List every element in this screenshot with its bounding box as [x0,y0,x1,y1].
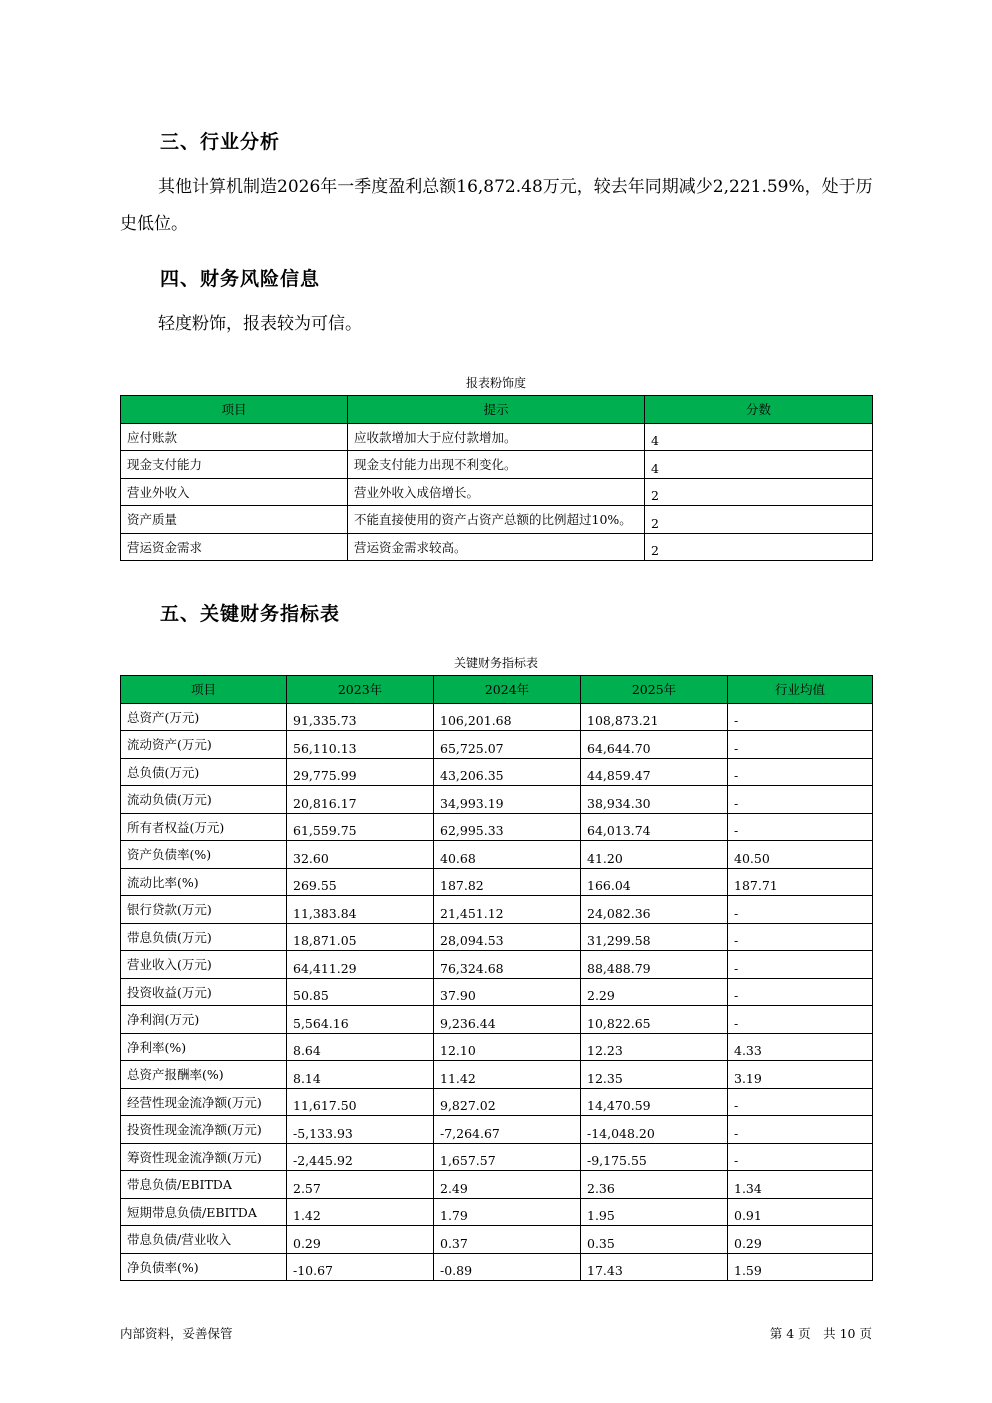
table-row [121,951,873,979]
table-row [121,1143,873,1171]
table-cell: 0.37 [434,1226,581,1254]
table-cell: 106,201.68 [434,703,581,731]
table-cell: 12.35 [581,1061,728,1089]
table-cell: 34,993.19 [434,786,581,814]
table-cell: 14,470.59 [581,1088,728,1116]
table-cell: 0.29 [287,1226,434,1254]
table-cell: 65,725.07 [434,731,581,759]
table-cell: 50.85 [287,978,434,1006]
risk-table-caption: 报表粉饰度 [465,376,526,390]
row-label-cell: 流动比率(%) [121,868,287,896]
table-cell: -2,445.92 [287,1143,434,1171]
row-label-cell: 带息负债/EBITDA [121,1171,287,1199]
row-label-cell: 应付账款 [121,423,348,451]
table-cell: 187.71 [728,868,873,896]
table-cell: 12.10 [434,1033,581,1061]
table-row [121,1198,873,1226]
table-cell: 0.35 [581,1226,728,1254]
table-cell: 5,564.16 [287,1006,434,1034]
table-cell: 营运资金需求较高。 [348,533,645,561]
table-cell: 应收款增加大于应付款增加。 [348,423,645,451]
table-row [121,533,873,561]
table-cell: 8.64 [287,1033,434,1061]
row-label-cell: 所有者权益(万元) [121,813,287,841]
row-label-cell: 带息负债(万元) [121,923,287,951]
table-row [121,1061,873,1089]
table-cell: 2.49 [434,1171,581,1199]
table-cell: 10,822.65 [581,1006,728,1034]
table-cell: 18,871.05 [287,923,434,951]
table-cell: 2 [645,533,873,561]
table-cell: 91,335.73 [287,703,434,731]
table-cell: - [728,1143,873,1171]
table-cell: - [728,758,873,786]
row-label-cell: 总负债(万元) [121,758,287,786]
table-cell: 40.50 [728,841,873,869]
table-row [121,813,873,841]
table-cell: -7,264.67 [434,1116,581,1144]
header-row [121,396,873,424]
table-cell: 11,617.50 [287,1088,434,1116]
table-row [121,758,873,786]
column-header: 2023年 [287,676,434,704]
table-cell: 21,451.12 [434,896,581,924]
table-cell: 88,488.79 [581,951,728,979]
table-cell: 40.68 [434,841,581,869]
table-cell: 76,324.68 [434,951,581,979]
table-cell: 64,013.74 [581,813,728,841]
row-label-cell: 流动负债(万元) [121,786,287,814]
table-row [121,1171,873,1199]
table-row [121,868,873,896]
row-label-cell: 资产质量 [121,506,348,534]
table-cell: 4 [645,423,873,451]
table-cell: - [728,786,873,814]
row-label-cell: 净利润(万元) [121,1006,287,1034]
column-header: 分数 [645,396,873,424]
table-cell: -9,175.55 [581,1143,728,1171]
table-row [121,451,873,479]
row-label-cell: 流动资产(万元) [121,731,287,759]
table-cell: 62,995.33 [434,813,581,841]
column-header: 提示 [348,396,645,424]
table-cell: 4 [645,451,873,479]
row-label-cell: 短期带息负债/EBITDA [121,1198,287,1226]
industry-analysis-heading: 三、行业分析 [160,131,281,153]
table-cell: 44,859.47 [581,758,728,786]
table-cell: 31,299.58 [581,923,728,951]
table-row [121,923,873,951]
table-cell: - [728,813,873,841]
table-cell: - [728,923,873,951]
table-cell: 8.14 [287,1061,434,1089]
table-cell: - [728,1006,873,1034]
column-header: 项目 [121,396,348,424]
table-cell: - [728,978,873,1006]
row-label-cell: 净负债率(%) [121,1253,287,1281]
row-label-cell: 净利率(%) [121,1033,287,1061]
financial-risk-text: 轻度粉饰，报表较为可信。 [158,314,362,334]
table-cell: 108,873.21 [581,703,728,731]
footer-page-number: 第 4 页 共 10 页 [769,1326,872,1341]
table-cell: -10.67 [287,1253,434,1281]
row-label-cell: 总资产(万元) [121,703,287,731]
footer-confidential-note: 内部资料，妥善保管 [120,1326,233,1341]
table-row [121,1226,873,1254]
table-row [121,703,873,731]
risk-table-header [121,396,873,424]
table-cell: 9,236.44 [434,1006,581,1034]
row-label-cell: 经营性现金流净额(万元) [121,1088,287,1116]
row-label-cell: 投资性现金流净额(万元) [121,1116,287,1144]
table-row [121,1253,873,1281]
table-row [121,1006,873,1034]
row-label-cell: 筹资性现金流净额(万元) [121,1143,287,1171]
table-cell: -5,133.93 [287,1116,434,1144]
table-cell: - [728,703,873,731]
row-label-cell: 营运资金需求 [121,533,348,561]
row-label-cell: 营业收入(万元) [121,951,287,979]
table-cell: 11.42 [434,1061,581,1089]
table-cell: 61,559.75 [287,813,434,841]
table-cell: 4.33 [728,1033,873,1061]
table-cell: -14,048.20 [581,1116,728,1144]
table-cell: 2 [645,478,873,506]
industry-analysis-text: 其他计算机制造2026年一季度盈利总额16,872.48万元，较去年同期减少2,221.59%，处于历史低位。 [120,177,873,234]
table-cell: 269.55 [287,868,434,896]
table-cell: 56,110.13 [287,731,434,759]
table-cell: 38,934.30 [581,786,728,814]
financial-risk-heading: 四、财务风险信息 [160,268,321,290]
table-cell: 0.91 [728,1198,873,1226]
column-header: 2025年 [581,676,728,704]
risk-table [120,395,873,561]
row-label-cell: 带息负债/营业收入 [121,1226,287,1254]
table-cell: 3.19 [728,1061,873,1089]
table-row [121,786,873,814]
row-label-cell: 银行贷款(万元) [121,896,287,924]
metrics-table-body [121,703,873,1281]
table-cell: 12.23 [581,1033,728,1061]
table-cell: 1.34 [728,1171,873,1199]
table-cell: 20,816.17 [287,786,434,814]
table-cell: 不能直接使用的资产占资产总额的比例超过10%。 [348,506,645,534]
table-cell: 32.60 [287,841,434,869]
row-label-cell: 现金支付能力 [121,451,348,479]
column-header: 项目 [121,676,287,704]
table-cell: 1.59 [728,1253,873,1281]
header-row [121,676,873,704]
table-cell: 2.36 [581,1171,728,1199]
row-label-cell: 资产负债率(%) [121,841,287,869]
table-cell: -0.89 [434,1253,581,1281]
table-row [121,841,873,869]
table-cell: 37.90 [434,978,581,1006]
table-cell: - [728,731,873,759]
table-cell: 64,411.29 [287,951,434,979]
table-cell: 2.57 [287,1171,434,1199]
table-cell: 41.20 [581,841,728,869]
table-row [121,896,873,924]
table-row [121,731,873,759]
table-cell: 187.82 [434,868,581,896]
table-cell: - [728,1088,873,1116]
table-cell: 24,082.36 [581,896,728,924]
table-cell: 1.42 [287,1198,434,1226]
table-cell: 9,827.02 [434,1088,581,1116]
table-cell: 1.95 [581,1198,728,1226]
table-cell: 2.29 [581,978,728,1006]
table-cell: - [728,951,873,979]
table-row [121,423,873,451]
table-row [121,978,873,1006]
table-cell: - [728,1116,873,1144]
table-cell: - [728,896,873,924]
table-row [121,1116,873,1144]
table-cell: 现金支付能力出现不利变化。 [348,451,645,479]
table-cell: 1,657.57 [434,1143,581,1171]
row-label-cell: 营业外收入 [121,478,348,506]
table-cell: 营业外收入成倍增长。 [348,478,645,506]
table-row [121,478,873,506]
table-cell: 29,775.99 [287,758,434,786]
table-cell: 166.04 [581,868,728,896]
table-cell: 17.43 [581,1253,728,1281]
table-cell: 64,644.70 [581,731,728,759]
table-cell: 0.29 [728,1226,873,1254]
table-cell: 1.79 [434,1198,581,1226]
risk-table-body [121,423,873,561]
row-label-cell: 投资收益(万元) [121,978,287,1006]
column-header: 2024年 [434,676,581,704]
metrics-table [120,675,873,1281]
table-row [121,506,873,534]
table-cell: 11,383.84 [287,896,434,924]
table-row [121,1033,873,1061]
table-cell: 28,094.53 [434,923,581,951]
table-cell: 43,206.35 [434,758,581,786]
table-cell: 2 [645,506,873,534]
metrics-table-header [121,676,873,704]
metrics-table-caption: 关键财务指标表 [453,656,538,670]
key-metrics-heading: 五、关键财务指标表 [160,603,341,625]
table-row [121,1088,873,1116]
row-label-cell: 总资产报酬率(%) [121,1061,287,1089]
column-header: 行业均值 [728,676,873,704]
